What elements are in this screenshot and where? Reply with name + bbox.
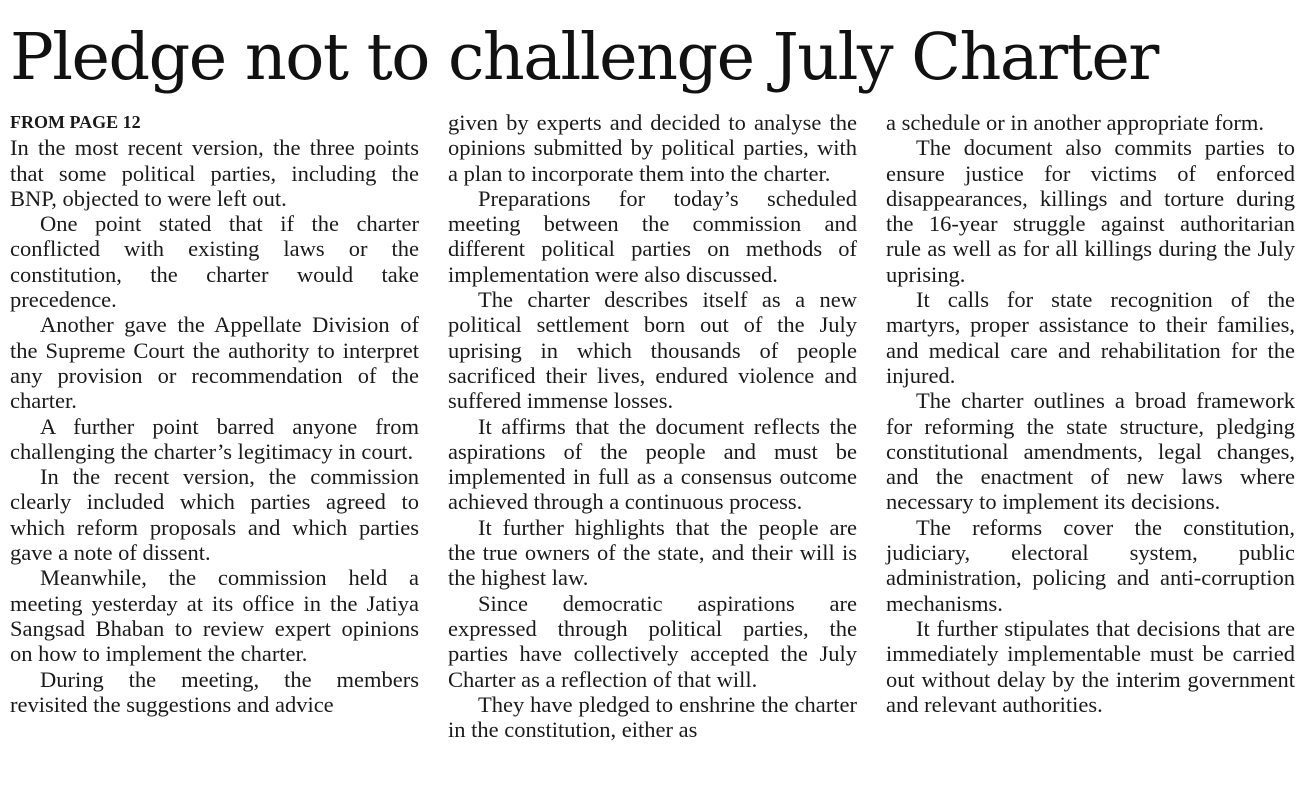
paragraph: Another gave the Appellate Division of the Supreme Court the authority to interpret any provision or recommendation of the charter. xyxy=(10,312,419,414)
paragraph: Preparations for today’s scheduled meeting between the commission and different political parties on methods of implementation were also discussed. xyxy=(448,185,857,287)
paragraph: Meanwhile, the commission held a meeting yesterday at its office in the Jatiya Sangsad Bhaban to review expert opinions on how to implement the charter. xyxy=(10,565,419,667)
paragraph: The reforms cover the constitution, judiciary, electoral system, public administration, policing and anti-corruption mechanisms. xyxy=(886,514,1295,616)
article-column-1 xyxy=(10,110,419,717)
headline: Pledge not to challenge July Charter xyxy=(10,20,1158,95)
paragraph: It affirms that the document reflects the aspirations of the people and must be implemented in full as a consensus outcome achieved through a continuous process. xyxy=(448,413,857,515)
paragraph: It further stipulates that decisions that are immediately implementable must be carried out without delay by the interim government and relevant authorities. xyxy=(886,615,1295,717)
paragraph: Since democratic aspirations are expressed through political parties, the parties have collectively accepted the July Charter as a reflection of that will. xyxy=(448,590,857,692)
paragraph: It further highlights that the people are the true owners of the state, and their will is the highest law. xyxy=(448,514,857,591)
paragraph: The document also commits parties to ensure justice for victims of enforced disappearances, killings and torture during the 16-year struggle against authoritarian rule as well as for all killings during the July uprising. xyxy=(886,135,1295,287)
continued-from-label: FROM PAGE 12 xyxy=(10,112,141,132)
paragraph: It calls for state recognition of the martyrs, proper assistance to their families, and medical care and rehabilitation for the injured. xyxy=(886,287,1295,388)
paragraph: One point stated that if the charter conflicted with existing laws or the constitution, the charter would take precedence. xyxy=(10,211,419,313)
article-column-3 xyxy=(886,110,1295,717)
paragraph: The charter describes itself as a new political settlement born out of the July uprising in which thousands of people sacrificed their lives, endured violence and suffered immense losses. xyxy=(448,287,857,414)
paragraph: In the recent version, the commission clearly included which parties agreed to which reform proposals and which parties gave a note of dissent. xyxy=(10,464,419,566)
paragraph: The charter outlines a broad framework for reforming the state structure, pledging constitutional amendments, legal changes, and the enactment of new laws where necessary to implement its decisions. xyxy=(886,388,1295,515)
paragraph: In the most recent version, the three points that some political parties, including the BNP, objected to were left out. xyxy=(10,135,419,211)
paragraph: a schedule or in another appropriate form. xyxy=(886,110,1264,135)
article-column-2 xyxy=(448,110,857,742)
paragraph: A further point barred anyone from challenging the charter’s legitimacy in court. xyxy=(10,413,419,464)
paragraph: given by experts and decided to analyse the opinions submitted by political parties, with a plan to incorporate them into the charter. xyxy=(448,110,857,186)
paragraph: During the meeting, the members revisited the suggestions and advice xyxy=(10,666,419,717)
paragraph: They have pledged to enshrine the charter in the constitution, either as xyxy=(448,691,857,743)
